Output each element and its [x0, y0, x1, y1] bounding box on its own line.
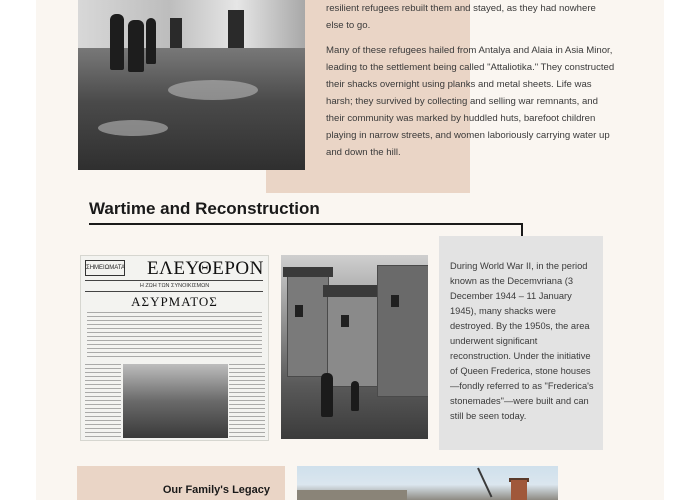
newspaper-text-columns: [87, 312, 262, 360]
newspaper-photo: [123, 364, 228, 438]
intro-text: [326, 0, 616, 169]
refugee-street-photo: [78, 0, 305, 170]
section-title: Wartime and Reconstruction: [89, 199, 320, 218]
shacks-photo: [281, 255, 428, 439]
newspaper-headline: ΑΣΥΡΜΑΤΟΣ: [131, 294, 218, 309]
legacy-title: Our Family's Legacy: [162, 484, 270, 496]
newspaper-corner-label: ΣΗΜΕΙΩΜΑΤΑ: [85, 260, 125, 276]
intro-paragraph-2: Many of these refugees hailed from Antalya and Alaia in Asia Minor, leading to the settlement being called "Attaliotika." They constructed their shacks overnight using planks and metal sheets. Life was harsh; they survived by collecting and selling war remnants, and their community was marked by huddled huts, barefoot children playing in narrow streets, and women laboriously carrying water up and down the hill.: [326, 45, 615, 158]
newspaper-clipping: [80, 255, 269, 441]
section-divider: [89, 223, 523, 225]
rooftop-photo: [297, 466, 558, 500]
reconstruction-text: During World War II, in the period known as the Decemvriana (3 December 1944 – 11 January 1945), many shacks were destroyed. By the 1950s, the area underwent significant reconstruction. Under the initiative of Queen Frederica, stone houses—fondly referred to as "Frederica's stonemades"—were built and can still be seen today.: [450, 261, 594, 421]
intro-paragraph-1: resilient refugees rebuilt them and stayed, as they had nowhere else to go.: [326, 3, 596, 31]
newspaper-subhead: Η ΖΩΗ ΤΩΝ ΣΥΝΟΙΚΙΣΜΩΝ: [139, 283, 210, 289]
newspaper-masthead: ΕΛΕΥΘΕΡΟΝ: [147, 258, 264, 279]
